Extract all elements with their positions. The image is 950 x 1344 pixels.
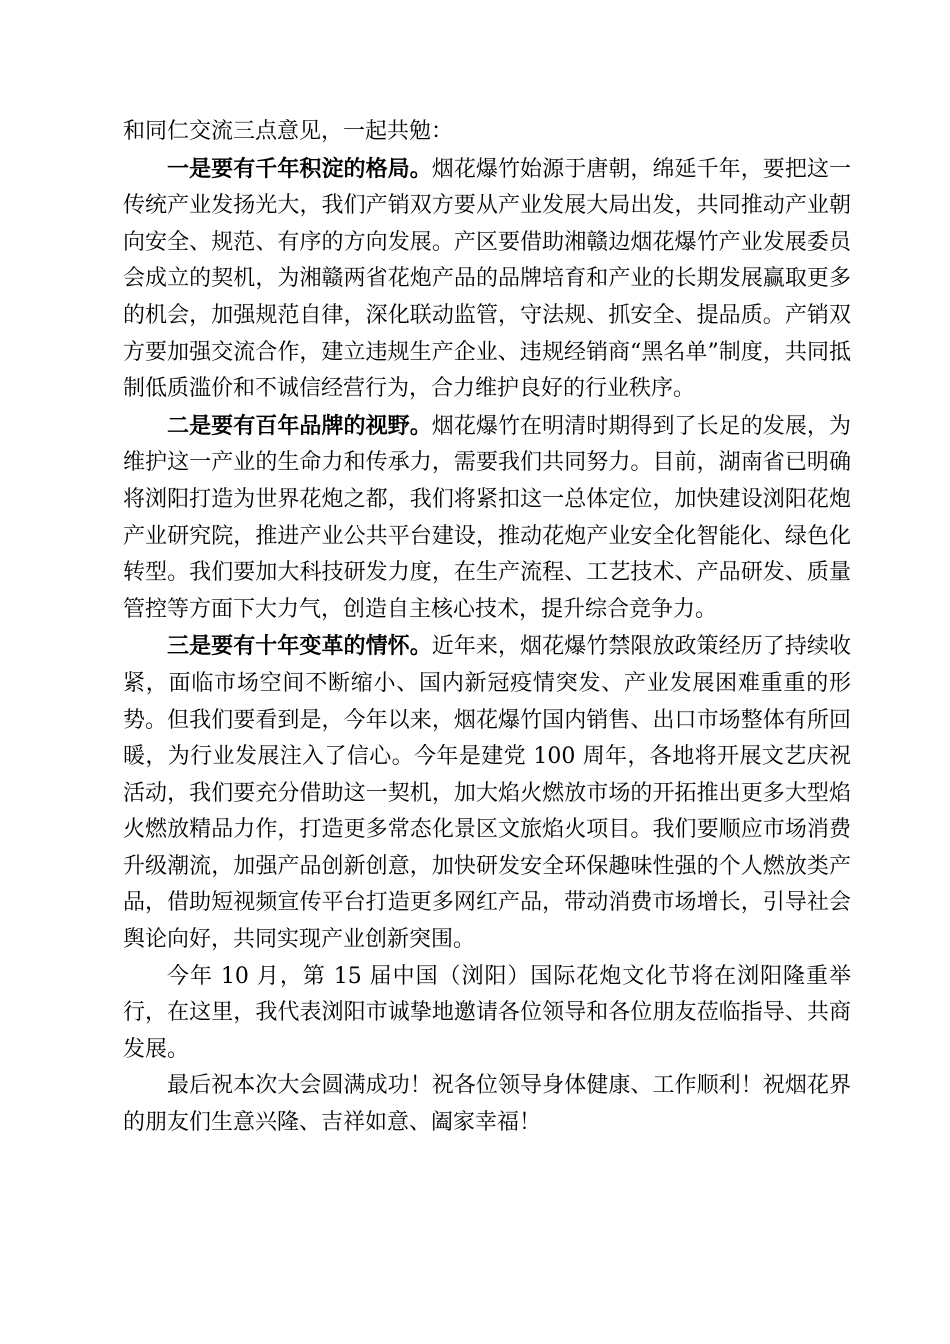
paragraph-text: 烟花爆竹在明清时期得到了长足的发展，为维护这一产业的生命力和传承力，需要我们共同努力。目前，湖南省已明确将浏阳打造为世界花炮之都，我们将紧扣这一总体定位，加快建设浏阳花炮产业研究院，推进产业公共平台建设，推动花炮产业安全化智能化、绿色化转型。我们要加大科技研发力度，在生产流程、工艺技术、产品研发、质量管控等方面下大力气，创造自主核心技术，提升综合竞争力。 [123,413,851,622]
paragraph-text: 烟花爆竹始源于唐朝，绵延千年，要把这一传统产业发扬光大，我们产销双方要从产业发展大局出发，共同推动产业朝向安全、规范、有序的方向发展。产区要借助湘赣边烟花爆竹产业发展委员会成立的契机，为湘赣两省花炮产品的品牌培育和产业的长期发展赢取更多的机会，加强规范自律，深化联动监管，守法规、抓安全、提品质。产销双方要加强交流合作，建立违规生产企业、违规经销商“黑名单”制度，共同抵制低质滥价和不诚信经营行为，合力维护良好的行业秩序。 [123,156,851,402]
paragraph-point-two [123,408,851,629]
paragraph-lead-heading: 三是要有十年变革的情怀。 [167,633,432,660]
paragraph-point-one [123,151,851,408]
paragraph-lead-heading: 一是要有千年积淀的格局。 [167,155,432,182]
paragraph-closing-wishes [123,1068,851,1141]
paragraph-text: 和同仁交流三点意见，一起共勉： [123,119,454,144]
paragraph-point-three [123,628,851,958]
paragraph-festival-invitation [123,959,851,1069]
paragraph-intro [123,114,851,151]
paragraph-lead-heading: 二是要有百年品牌的视野。 [167,412,432,439]
document-page [123,114,851,1142]
paragraph-text: 今年 10 月，第 15 届中国（浏阳）国际花炮文化节将在浏阳隆重举行，在这里，我代表浏阳市诚挚地邀请各位领导和各位朋友莅临指导、共商发展。 [123,963,851,1062]
paragraph-text: 最后祝本次大会圆满成功！祝各位领导身体健康、工作顺利！祝烟花界的朋友们生意兴隆、吉祥如意、阖家幸福！ [123,1073,851,1136]
paragraph-text: 近年来，烟花爆竹禁限放政策经历了持续收紧，面临市场空间不断缩小、国内新冠疫情突发、产业发展困难重重的形势。但我们要看到是，今年以来，烟花爆竹国内销售、出口市场整体有所回暖，为行业发展注入了信心。今年是建党 100 周年，各地将开展文艺庆祝活动，我们要充分借助这一契机，加大焰火燃放市场的开拓推出更多大型焰火燃放精品力作，打造更多常态化景区文旅焰火项目。我们要顺应市场消费升级潮流，加强产品创新创意，加快研发安全环保趣味性强的个人燃放类产品，借助短视频宣传平台打造更多网红产品，带动消费市场增长，引导社会舆论向好，共同实现产业创新突围。 [123,634,851,953]
